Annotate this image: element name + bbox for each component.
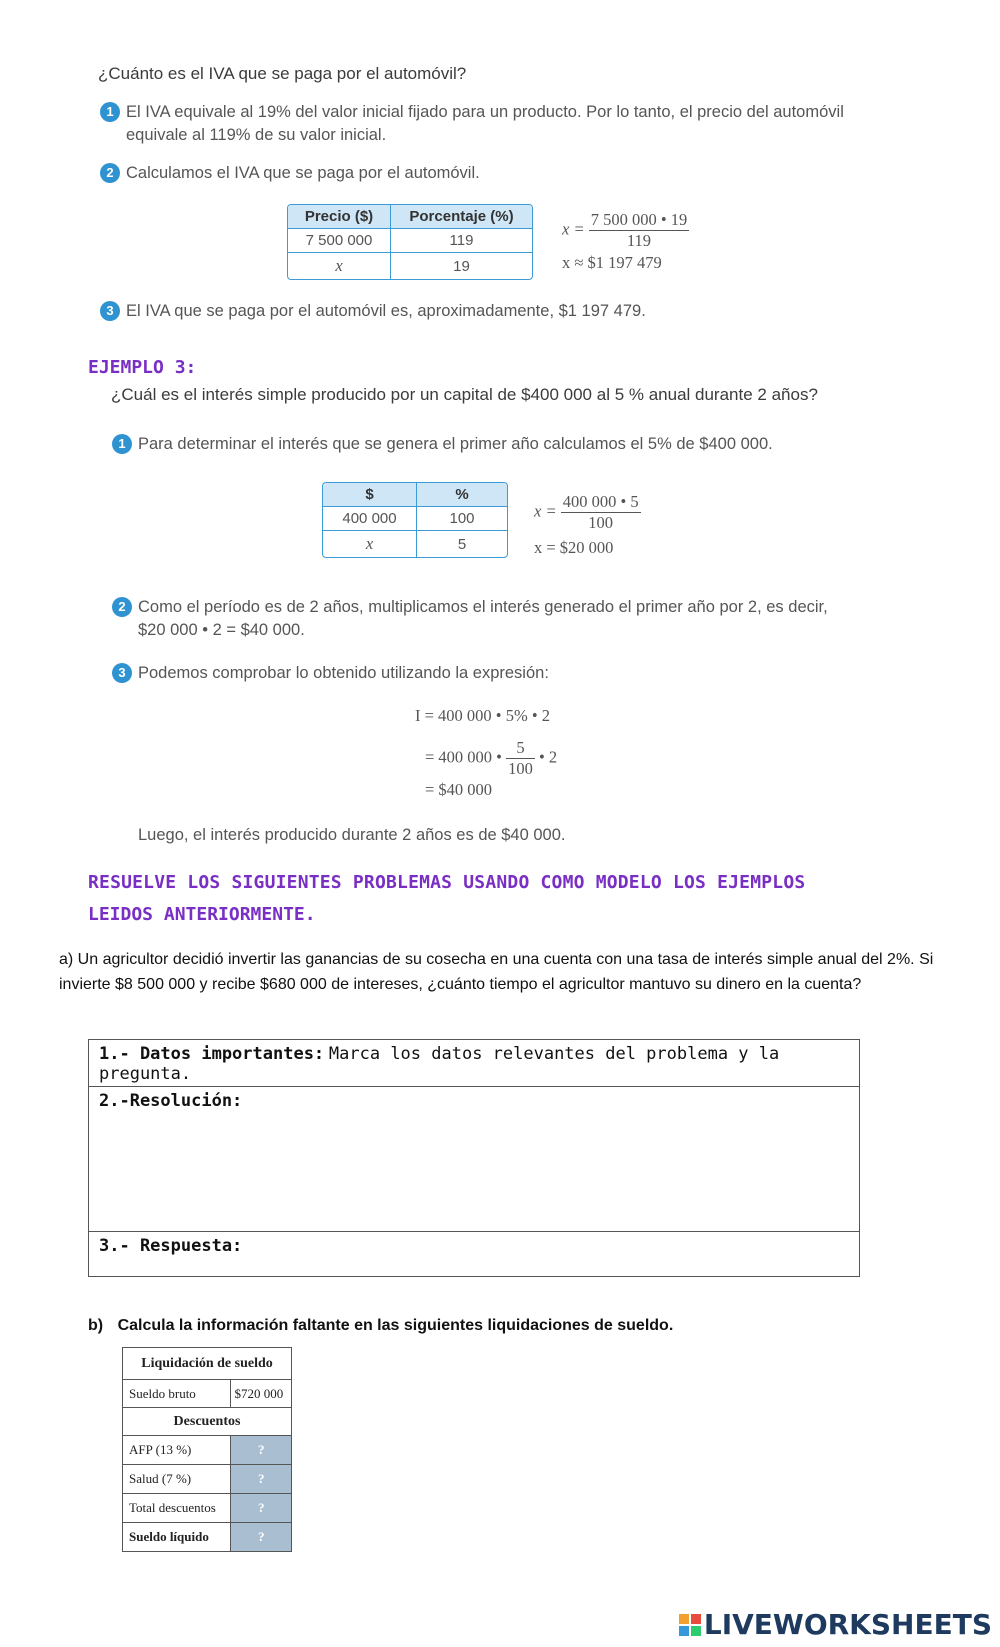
step-number: 2 (112, 597, 132, 617)
expression-line-3: = $40 000 (425, 780, 493, 799)
step-number: 3 (112, 663, 132, 683)
problem-b-heading (88, 1317, 673, 1335)
answer-row[interactable] (89, 1232, 859, 1276)
problem-b-text: Calcula la información faltante en las siguientes liquidaciones de sueldo. (117, 1317, 674, 1334)
expression-line-1: I = 400 000 • 5% • 2 (415, 706, 550, 725)
total-deductions-label: Total descuentos (123, 1494, 231, 1523)
deductions-header: Descuentos (123, 1408, 292, 1436)
expr-part: = 400 000 • (425, 747, 502, 767)
expr-part: • 2 (538, 747, 558, 767)
expression-line-2 (425, 738, 557, 779)
step-text: Calculamos el IVA que se paga por el automóvil. (126, 164, 480, 182)
step-text: El IVA que se paga por el automóvil es, aproximadamente, $1 197 479. (126, 302, 646, 320)
logo-text: LIVEWORKSHEETS (703, 1608, 992, 1641)
step-text: Podemos comprobar lo obtenido utilizando la expresión: (138, 664, 549, 682)
step-number: 3 (100, 301, 120, 321)
fraction-numerator: 7 500 000 • 19 (590, 210, 688, 229)
fraction-denominator: 100 (588, 513, 614, 532)
interest-table (322, 482, 508, 558)
liveworksheets-logo-icon (679, 1614, 701, 1636)
table-cell: 5 (416, 530, 507, 557)
table-cell: 100 (416, 507, 507, 530)
iva-table (287, 204, 533, 280)
eq-lhs: x = (562, 219, 585, 239)
salary-table (122, 1347, 292, 1552)
example3-step3 (112, 662, 838, 685)
row-label: 2.-Resolución: (99, 1091, 243, 1111)
table-header: % (416, 483, 507, 507)
fraction (589, 210, 690, 251)
step-text: Para determinar el interés que se genera el primer año calculamos el 5% de $400 000. (138, 435, 773, 453)
fraction-denominator: 100 (508, 759, 533, 778)
table-cell: 400 000 (342, 510, 397, 527)
table-cell: 7 500 000 (305, 232, 373, 249)
example3-question: ¿Cuál es el interés simple producido por un capital de $400 000 al 5 % anual durante 2 años? (111, 385, 818, 404)
example3-conclusion: Luego, el interés producido durante 2 años es de $40 000. (138, 826, 566, 844)
resolution-row[interactable] (89, 1087, 859, 1232)
step-number: 1 (100, 102, 120, 122)
salud-value-input[interactable]: ? (231, 1465, 292, 1494)
table-cell: 19 (390, 252, 532, 279)
salud-label: Salud (7 %) (123, 1465, 231, 1494)
afp-label: AFP (13 %) (123, 1436, 231, 1465)
net-salary-input[interactable]: ? (231, 1523, 292, 1552)
example3-step1 (112, 433, 858, 456)
fraction-denominator: 119 (626, 231, 652, 250)
gross-label: Sueldo bruto (123, 1380, 231, 1408)
interest-equation-2: x = $20 000 (534, 538, 614, 557)
step-number: 2 (100, 163, 120, 183)
problem-a-text: a) Un agricultor decidió invertir las ganancias de su cosecha en una cuenta con una tasa de interés simple anual del 2%. Si invierte $8 500 000 y recibe $680 000 de intereses, ¿cuánto tiempo el agricultor mantuvo su dinero en la cuenta? (59, 951, 934, 993)
table-cell: x (323, 530, 416, 557)
table-cell: 119 (390, 229, 532, 252)
table-header: Porcentaje (%) (390, 205, 532, 229)
net-salary-label: Sueldo líquido (123, 1523, 231, 1552)
table-header: Precio ($) (288, 205, 390, 229)
total-deductions-input[interactable]: ? (231, 1494, 292, 1523)
example3-step2 (112, 596, 838, 642)
fraction (506, 738, 535, 779)
table-cell: x (288, 252, 390, 279)
fraction-numerator: 400 000 • 5 (562, 492, 639, 511)
instructions-line2: LEIDOS ANTERIORMENTE. (88, 904, 316, 925)
iva-equation-2: x ≈ $1 197 479 (562, 253, 662, 272)
row-text: Marca los datos relevantes del problema y la pregunta. (99, 1044, 780, 1084)
gross-value: $720 000 (231, 1380, 292, 1408)
example2-step2 (100, 162, 846, 185)
example3-label: EJEMPLO 3: (88, 357, 197, 378)
row-label: 1.- Datos importantes: (99, 1044, 325, 1064)
example2-step1 (100, 101, 846, 147)
step-number: 1 (112, 434, 132, 454)
step-text: Como el período es de 2 años, multiplicamos el interés generado el primer año por 2, es decir, $20 000 • 2 = $40 000. (138, 598, 828, 639)
afp-value-input[interactable]: ? (231, 1436, 292, 1465)
fraction-numerator: 5 (506, 738, 535, 759)
eq-lhs: x = (534, 501, 557, 521)
fraction (561, 492, 641, 533)
step-text: El IVA equivale al 19% del valor inicial fijado para un producto. Por lo tanto, el precio del automóvil equivale al 119% de su valor inicial. (126, 103, 844, 144)
iva-equation-1 (562, 210, 689, 251)
interest-equation-1 (534, 492, 641, 533)
problem-b-label: b) (88, 1317, 104, 1334)
liveworksheets-logo (679, 1608, 992, 1641)
instructions-line1: RESUELVE LOS SIGUIENTES PROBLEMAS USANDO COMO MODELO LOS EJEMPLOS (88, 872, 806, 893)
row-label: 3.- Respuesta: (99, 1236, 243, 1256)
example2-step3 (100, 300, 846, 323)
important-data-row[interactable] (89, 1040, 859, 1087)
problem-a-answer-box (88, 1039, 860, 1277)
example2-question: ¿Cuánto es el IVA que se paga por el automóvil? (98, 64, 467, 83)
salary-table-title: Liquidación de sueldo (123, 1348, 292, 1380)
table-header: $ (323, 483, 416, 507)
